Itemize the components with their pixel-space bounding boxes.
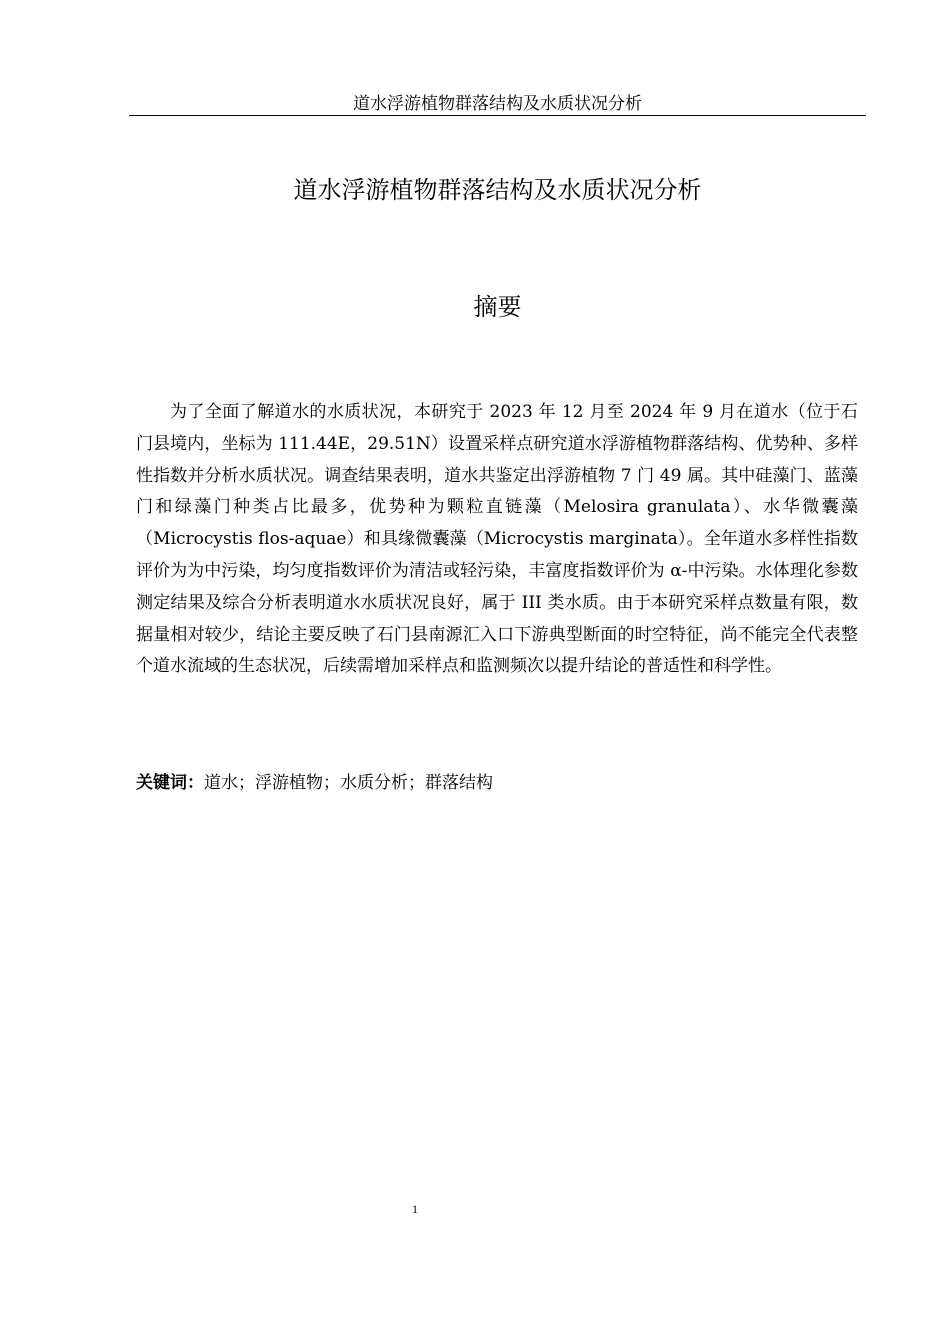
keywords-line [136, 768, 858, 799]
keywords-label: 关键词： [136, 773, 204, 793]
header-divider [129, 115, 866, 116]
keywords-list: 道水；浮游植物；水质分析；群落结构 [204, 773, 493, 793]
abstract-paragraph: 为了全面了解道水的水质状况，本研究于 2023 年 12 月至 2024 年 9 月在道水（位于石门县境内，坐标为 111.44E，29.51N）设置采样点研究道水浮游植物群落结构、优势种、多样性指数并分析水质状况。调查结果表明，道水共鉴定出浮游植物 7 门 49 属。其中硅藻门、蓝藻门和绿藻门种类占比最多，优势种为颗粒直链藻（Melosira granulata）、水华微囊藻（Microcystis flos-aquae）和具缘微囊藻（Microcystis marginata）。全年道水多样性指数评价为为中污染，均匀度指数评价为清洁或轻污染，丰富度指数评价为 α-中污染。水体理化参数测定结果及综合分析表明道水水质状况良好，属于 III 类水质。由于本研究采样点数量有限，数据量相对较少，结论主要反映了石门县南源汇入口下游典型断面的时空特征，尚不能完全代表整个道水流域的生态状况，后续需增加采样点和监测频次以提升结论的普适性和科学性。 [136, 402, 858, 677]
abstract-heading: 摘要 [473, 293, 522, 321]
running-header: 道水浮游植物群落结构及水质状况分析 [353, 94, 642, 114]
document-title: 道水浮游植物群落结构及水质状况分析 [293, 176, 702, 204]
page-number: 1 [412, 1202, 418, 1216]
